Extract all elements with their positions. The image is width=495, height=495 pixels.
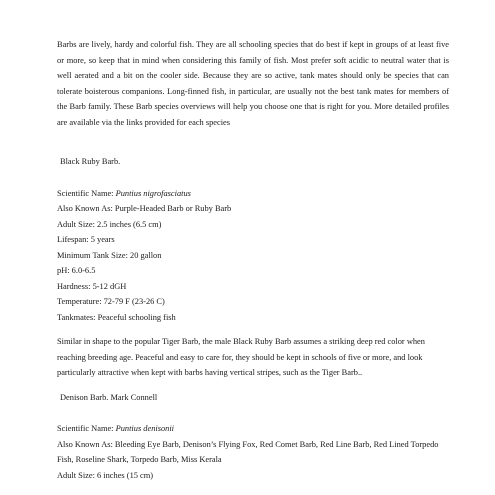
scientific-name-line [57, 421, 449, 437]
spacer [57, 130, 449, 154]
fact-temperature: Temperature: 72-79 F (23-26 C) [57, 297, 165, 306]
spacer [57, 170, 449, 186]
fact-also-known-as: Also Known As: Purple-Headed Barb or Ruby Barb [57, 204, 232, 213]
fact-hardness: Hardness: 5-12 dGH [57, 281, 127, 291]
scientific-name: Puntius nigrofasciatus [115, 188, 191, 198]
scientific-name-line [57, 186, 449, 202]
species-section-black-ruby-barb [57, 154, 449, 381]
document-page [57, 37, 449, 483]
species-heading: Denison Barb. Mark Connell [60, 392, 158, 402]
fact-lifespan: Lifespan: 5 years [57, 235, 115, 244]
fact-adult-size: Adult Size: 2.5 inches (6.5 cm) [57, 219, 162, 229]
species-facts [57, 186, 449, 326]
species-description: Similar in shape to the popular Tiger Barb, the male Black Ruby Barb assumes a striking deep red color when reaching breeding age. Peaceful and easy to care for, they should be kept in schools of five or more, and look particularly attractive when kept with barbs having vertical stripes, such as the Tiger Barb.. [57, 337, 425, 377]
fact-ph: pH: 6.0-6.5 [57, 266, 96, 275]
fact-adult-size: Adult Size: 6 inches (15 cm) [57, 470, 154, 480]
spacer [57, 325, 449, 334]
scientific-name-label: Scientific Name: [57, 188, 116, 198]
fact-min-tank-size: Minimum Tank Size: 20 gallon [57, 250, 162, 260]
species-heading: Black Ruby Barb. [60, 157, 121, 166]
fact-tankmates: Tankmates: Peaceful schooling fish [57, 312, 176, 322]
species-facts [57, 421, 449, 483]
spacer [57, 405, 449, 421]
scientific-name: Puntius denisonii [115, 424, 175, 433]
scientific-name-label: Scientific Name: [57, 424, 116, 433]
spacer [57, 381, 449, 390]
fact-also-known-as: Also Known As: Bleeding Eye Barb, Denison’s Flying Fox, Red Comet Barb, Red Line Barb, Red Lined Torpedo Fish, Roseline Shark, Torpedo Barb, Miss Kerala [57, 439, 439, 464]
species-section-denison-barb [57, 390, 449, 484]
intro-paragraph: Barbs are lively, hardy and colorful fish. They are all schooling species that do best if kept in groups of at least five or more, so keep that in mind when considering this family of fish. Most prefer soft acidic to neutral water that is well aerated and a bit on the cooler side. Because they are so active, tank mates should only be species that can tolerate boisterous companions. Long-finned fish, in particular, are usually not the best tank mates for members of the Barb family. These Barb species overviews will help you choose one that is right for you. More detailed profiles are available via the links provided for each species [57, 40, 449, 127]
